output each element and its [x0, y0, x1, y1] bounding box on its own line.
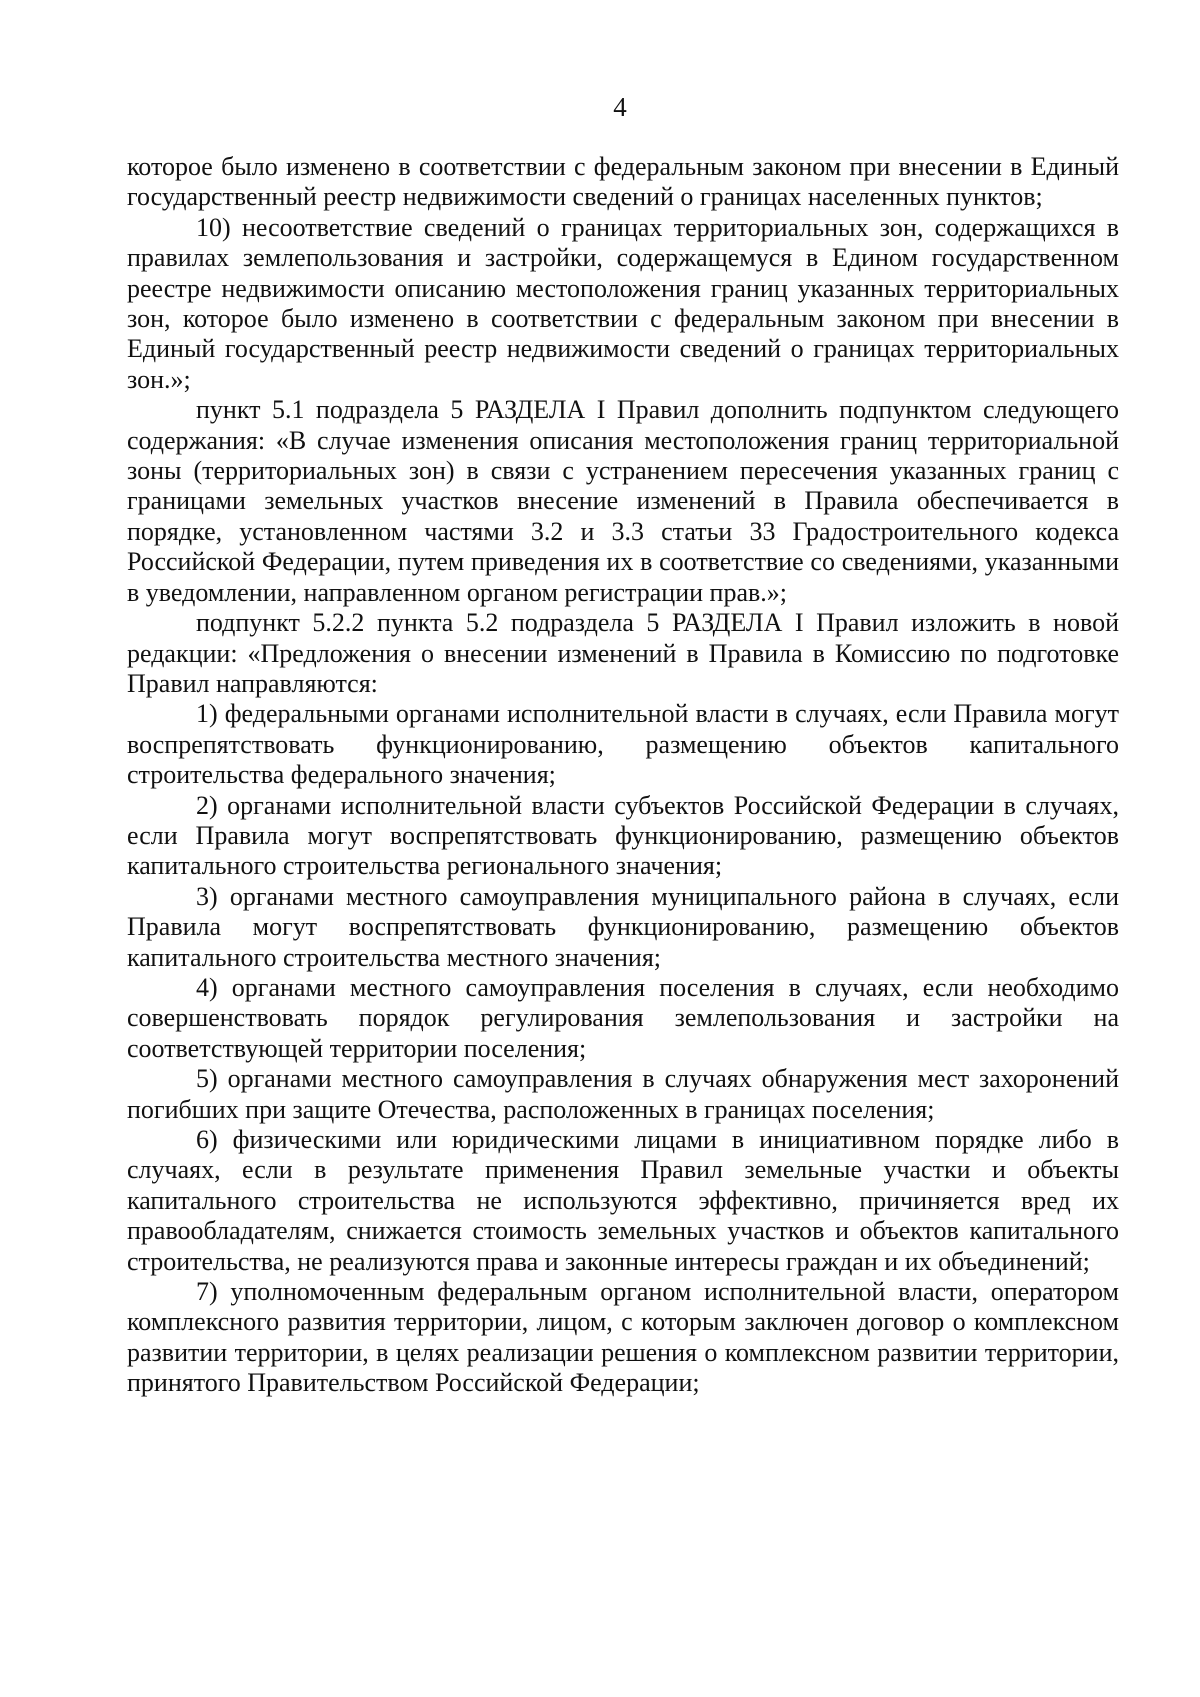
list-item-3: 3) органами местного самоуправления муниципального района в случаях, если Правила могут воспрепятствовать функционированию, размещению объектов капитального строительства местного значения; [127, 881, 1119, 972]
paragraph-clause-5-1: пункт 5.1 подраздела 5 РАЗДЕЛА I Правил дополнить подпунктом следующего содержания: «В случае изменения описания местоположения границ территориальной зоны (территориальных зон) в связи с устранением пересечения указанных границ с границами земельных участков внесение изменений в Правила обеспечивается в порядке, установленном частями 3.2 и 3.3 статьи 33 Градостроительного кодекса Российской Федерации, путем приведения их в соответствие со сведениями, указанными в уведомлении, направленном органом регистрации прав.»; [127, 395, 1119, 607]
list-item-2: 2) органами исполнительной власти субъектов Российской Федерации в случаях, если Правила могут воспрепятствовать функционированию, размещению объектов капитального строительства регионального значения; [127, 790, 1119, 881]
list-item-5: 5) органами местного самоуправления в случаях обнаружения мест захоронений погибших при защите Отечества, расположенных в границах поселения; [127, 1064, 1119, 1124]
paragraph-continuation: которое было изменено в соответствии с федеральным законом при внесении в Единый государственный реестр недвижимости сведений о границах населенных пунктов; [127, 152, 1119, 212]
paragraph-subclause-5-2-2: подпункт 5.2.2 пункта 5.2 подраздела 5 РАЗДЕЛА I Правил изложить в новой редакции: «Предложения о внесении изменений в Правила в Комиссию по подготовке Правил направляются: [127, 608, 1119, 698]
list-item-7: 7) уполномоченным федеральным органом исполнительной власти, оператором комплексного развития территории, лицом, с которым заключен договор о комплексном развитии территории, в целях реализации решения о комплексном развитии территории, принятого Правительством Российской Федерации; [127, 1277, 1119, 1398]
page-number: 4 [613, 92, 627, 122]
list-item-4: 4) органами местного самоуправления поселения в случаях, если необходимо совершенствовать порядок регулирования землепользования и застройки на соответствующей территории поселения; [127, 972, 1119, 1063]
list-item-1: 1) федеральными органами исполнительной власти в случаях, если Правила могут воспрепятствовать функционированию, размещению объектов капитального строительства федерального значения; [127, 699, 1119, 790]
list-item-6: 6) физическими или юридическими лицами в инициативном порядке либо в случаях, если в результате применения Правил земельные участки и объекты капитального строительства не используются эффективно, причиняется вред их правообладателям, снижается стоимость земельных участков и объектов капитального строительства, не реализуются права и законные интересы граждан и их объединений; [127, 1125, 1119, 1276]
document-body [127, 152, 1119, 1399]
paragraph-item-10: 10) несоответствие сведений о границах территориальных зон, содержащихся в правилах землепользования и застройки, содержащемуся в Едином государственном реестре недвижимости описанию местоположения границ указанных территориальных зон, которое было изменено в соответствии с федеральным законом при внесении в Единый государственный реестр недвижимости сведений о границах территориальных зон.»; [127, 212, 1119, 394]
